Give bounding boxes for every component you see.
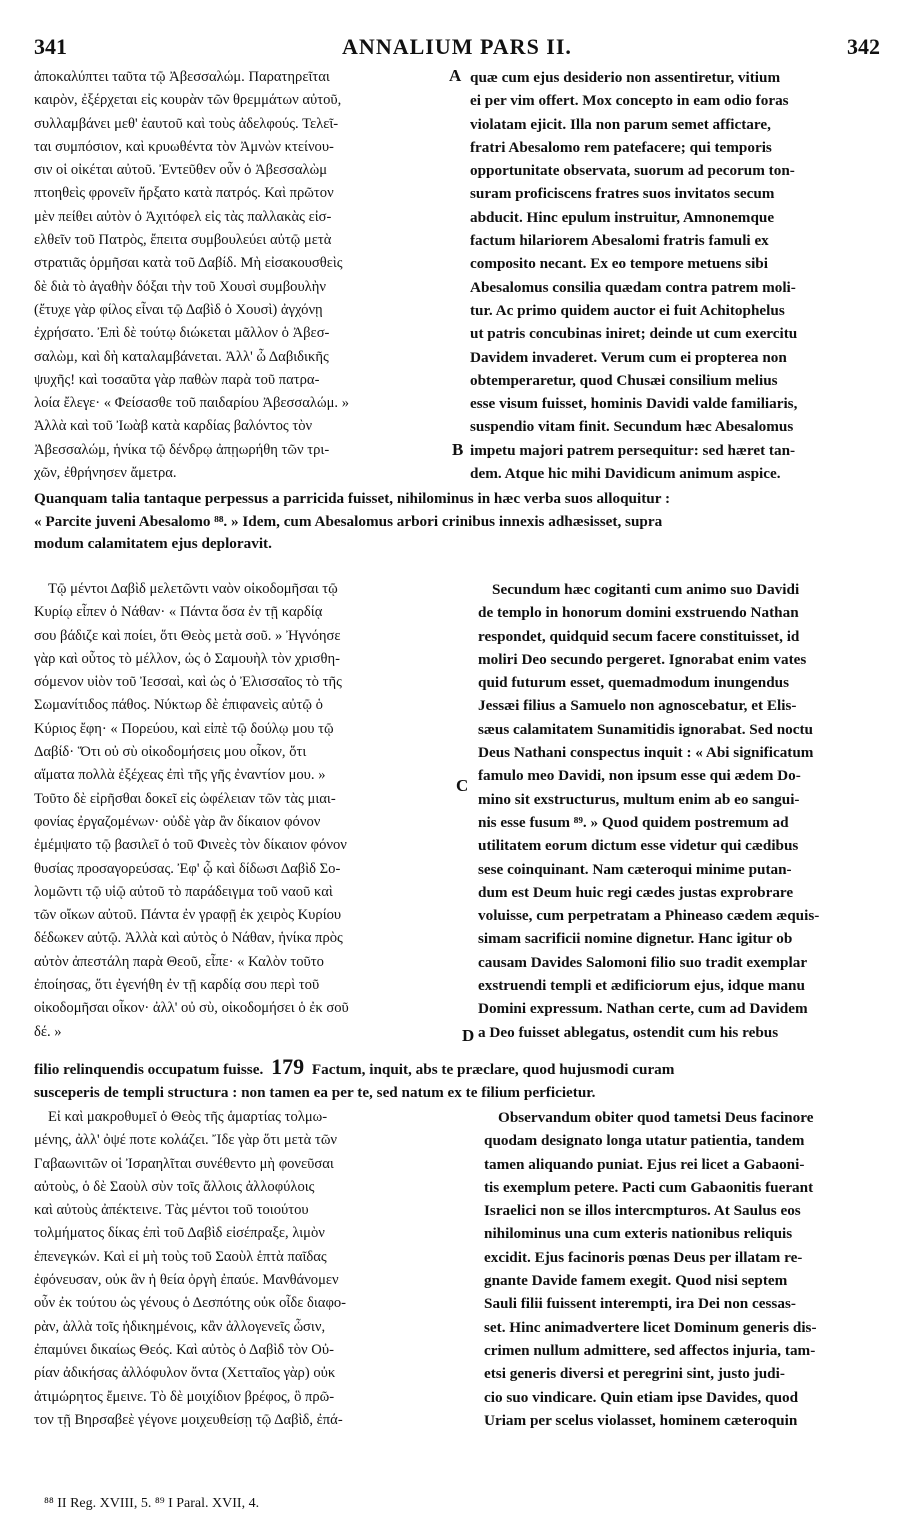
text-line: ται συμπόσιον, καὶ κρυωθέντα τὸν Ἀμνὼν κτείνου-	[34, 138, 334, 155]
text-line: respondet, quidquid secum facere constituisset, id	[478, 627, 800, 645]
text-line: de templo in honorum domini exstruendo Nathan	[478, 604, 799, 622]
text-line: excidit. Ejus facinoris pœnas Deus per illatam re-	[484, 1248, 803, 1266]
text-line: mino sit exstructurus, multum enim ab eo sangui-	[478, 790, 800, 808]
text-line: nis esse fusum ⁸⁹. » Quod quidem postremum ad	[478, 813, 789, 831]
text-line: ψυχῆς! καὶ τοσαῦτα γὰρ παθὼν παρὰ τοῦ πατρα-	[34, 371, 320, 388]
text-line: obtemperaretur, quod Chusæi consilium melius	[470, 371, 778, 389]
text-line: καιρὸν, ἐξέρχεται εἰς κουρὰν τῶν θρεμμάτων αὐτοῦ,	[34, 92, 342, 109]
full-width-paragraph-1	[34, 488, 880, 556]
text-line: λοία ἔλεγε· « Φείσασθε τοῦ παιδαρίου Ἀβεσσαλώμ. »	[34, 395, 350, 412]
text-line: utilitatem eorum dictum esse videtur qui cædibus	[478, 837, 799, 855]
text-line: Κύριος ἔφη· « Πορεύου, καὶ εἰπὲ τῷ δούλῳ μου τῷ	[34, 720, 334, 737]
greek-column-block-3	[34, 1106, 454, 1432]
greek-column-block-2	[34, 578, 452, 1044]
text-line: Domini expressum. Nathan certe, cum ad Davidem	[478, 1000, 808, 1018]
text-line: sæus calamitatem Sunamitidis ignorabat. Sed noctu	[478, 720, 814, 738]
text-line: fratri Abesalomo rem patefacere; qui temporis	[470, 138, 772, 156]
text-line: moliri Deo secundo pergeret. Ignorabat enim vates	[478, 650, 807, 668]
text-line: τολμήματος δίκας ἐπὶ τοῦ Δαβὶδ εἰσέπραξε, λιμὸν	[34, 1225, 325, 1242]
text-line: ei per vim offert. Mox concepto in eam odio foras	[470, 92, 789, 110]
text-line: σόμενον υἱὸν τοῦ Ἰεσσαὶ, καὶ ὡς ὁ Ἐλισσαῖος τὸ τῆς	[34, 674, 342, 691]
text-line: quid futurum esset, quemadmodum inungendus	[478, 674, 790, 692]
text-line: ἐπαμύνει δικαίως Θεός. Καὶ αὐτὸς ὁ Δαβὶδ τὸν Οὐ-	[34, 1341, 334, 1358]
text-line: dum est Deum huic regi cædes justas exprobrare	[478, 883, 794, 901]
text-line: Uriam per scelus violasset, hominem cæteroquin	[484, 1411, 798, 1429]
text-line: Ἀλλὰ καὶ τοῦ Ἰωὰβ κατὰ καρδίας βαλόντος τὸν	[34, 418, 313, 435]
text-line: λομῶντι τῷ υἱῷ αὐτοῦ τὸ παράδειγμα τοῦ ναοῦ καὶ	[34, 883, 333, 900]
margin-letter-c: C	[456, 776, 469, 795]
text-line: voluisse, cum perpetratam a Phineaso cædem æquis-	[478, 907, 820, 925]
full-width-text: filio relinquendis occupatum fuisse.	[34, 1061, 264, 1078]
text-line: Σωμανίτιδος πάθος. Νύκτωρ δὲ ἐπιφανεὶς αὐτῷ ὁ	[34, 697, 323, 714]
text-line: « Parcite juveni Abesalomo ⁸⁸. » Idem, cum Abesalomus arbori crinibus innexis adhæsisset, supra	[34, 512, 663, 530]
text-line: Davidem invaderet. Verum cum ei propterea non	[470, 348, 787, 366]
text-line: crimen nullum admittere, sed affectos injuria, tam-	[484, 1341, 816, 1359]
text-line: Εἰ καὶ μακροθυμεῖ ὁ Θεὸς τῆς ἁμαρτίας τολμω-	[48, 1109, 328, 1125]
text-line: ἐχρήσατο. Ἐπὶ δὲ τούτῳ διώκεται μᾶλλον ὁ Ἀβεσ-	[34, 325, 330, 342]
text-line: esse visum fuisset, hominis Davidi valde familiaris,	[470, 395, 798, 413]
section-number: 179	[271, 1056, 305, 1079]
text-line: suspendio vitam finit. Secundum hæc Abesalomus	[470, 418, 794, 436]
text-line: Israelici non se illos intercmpturos. At Saulus eos	[484, 1202, 801, 1220]
text-line: ἐφόνευσαν, οὐκ ἂν ἡ θεία ὀργὴ ἐπαύε. Μανθάνομεν	[34, 1272, 339, 1289]
text-line: violatam ejicit. Illa non parum semet affictare,	[470, 115, 771, 133]
latin-column-block-3	[484, 1106, 880, 1432]
text-line: αὐτὸν ἀπεστάλη παρὰ Θεοῦ, εἶπε· « Καλὸν τοῦτο	[34, 953, 324, 970]
text-line: set. Hinc animadvertere licet Dominum generis dis-	[484, 1318, 817, 1336]
text-line: quæ cum ejus desiderio non assentiretur, vitium	[470, 69, 781, 86]
margin-letter-d: D	[462, 1026, 475, 1045]
text-line: αὐτοὺς, ὁ δὲ Σαοὺλ σὺν τοῖς ἄλλοις ἀλλοφύλοις	[34, 1178, 315, 1195]
page-number-left: 341	[34, 34, 67, 59]
text-line: τον τῇ Βηρσαβεὲ γέγονε μοιχευθείσῃ τῷ Δαβὶδ, ἐπά-	[34, 1411, 343, 1428]
text-line: θυσίας προσαγορεύσας. Ἐφ' ᾧ καὶ δίδωσι Δαβὶδ Σο-	[34, 860, 341, 877]
margin-letter-a: A	[449, 66, 462, 85]
page-number-right: 342	[847, 34, 880, 59]
text-line: δέδωκεν αὐτῷ. Ἀλλὰ καὶ αὐτὸς ὁ Νάθαν, ἡνίκα πρὸς	[34, 930, 343, 947]
running-header	[34, 34, 880, 60]
latin-column-block-2	[478, 578, 880, 1044]
text-line: gnante Davide famem exegit. Quod nisi septem	[484, 1272, 788, 1290]
text-line: opportunitate observata, suorum ad pecorum ton-	[470, 162, 795, 180]
text-line: causam Davides Salomoni filio suo tradit exemplar	[478, 953, 808, 971]
text-line: quodam designato longa utatur patientia, tandem	[484, 1132, 805, 1150]
full-width-text: Factum, inquit, abs te præclare, quod hujusmodi curam	[311, 1061, 675, 1078]
text-line: φονίας ἐργαζομένων· οὐδὲ γὰρ ἂν δίκαιον φόνον	[34, 813, 321, 830]
text-line: exstruendi templi et ædificiorum ejus, idque manu	[478, 977, 805, 995]
text-line: Abesalomus consilia quædam contra patrem moli-	[470, 278, 796, 296]
text-line: οὖν ἐκ τούτου ὡς γένους ὁ Δεσπότης οὐκ οἶδε διαφο-	[34, 1295, 347, 1312]
text-line: Γαβαωνιτῶν οἱ Ἰσραηλῖται συνέθεντο μὴ φονεῦσαι	[34, 1155, 334, 1172]
text-line: δέ. »	[34, 1023, 62, 1040]
text-line: σαλὼμ, καὶ δὴ καταλαμβάνεται. Ἀλλ' ὦ Δαβιδικῆς	[34, 348, 329, 365]
text-line: καὶ αὐτοὺς ἀπέκτεινε. Τὰς μέντοι τοῦ τοιούτου	[34, 1202, 309, 1219]
text-line: suram proficiscens fratres suos invitatos secum	[470, 185, 775, 203]
text-line: Τοῦτο δὲ εἰρῆσθαι δοκεῖ εἰς ὠφέλειαν τῶν τὰς μιαι-	[34, 790, 336, 807]
text-line: Τῷ μέντοι Δαβὶδ μελετῶντι ναὸν οἰκοδομῆσαι τῷ	[48, 581, 338, 597]
text-line: Sauli filii fuissent interempti, ira Dei non cessas-	[484, 1295, 796, 1313]
text-line: Jessæi filius a Samuelo non agnoscebatur, et Elis-	[478, 697, 797, 715]
text-line: σου βάδιζε καὶ ποίει, ὅτι Θεὸς μετὰ σοῦ. » Ἠγνόησε	[34, 627, 341, 644]
text-line: Ἀβεσσαλώμ, ἡνίκα τῷ δένδρῳ ἀπῃωρήθη τῶν τρι-	[34, 441, 330, 458]
text-line: δὲ διὰ τὸ ἀγαθὴν δόξαι τὴν τοῦ Χουσὶ συμβουλὴν	[34, 278, 326, 295]
text-line: ἐμέμψατο τῷ βασιλεῖ ὁ τοῦ Φινεὲς τὸν δίκαιον φόνον	[34, 837, 347, 854]
text-line: tur. Ac primo quidem auctor ei fuit Achitophelus	[470, 301, 785, 319]
running-title: ANNALIUM PARS II.	[342, 34, 572, 59]
text-line: simam sacrificii nomine dignetur. Hanc igitur ob	[478, 930, 793, 948]
full-width-line: susceperis de templi structura : non tamen ea per te, sed natum ex te filium perficietur.	[34, 1083, 596, 1101]
text-line: factum hilariorem Abesalomi fratris famuli ex	[470, 232, 769, 250]
text-line: Deus Nathani conspectus inquit : « Abi significatum	[478, 744, 814, 762]
text-line: Quanquam talia tantaque perpessus a parricida fuisset, nihilominus in hæc verba suos alloquitur :	[34, 490, 671, 507]
text-line: impetu majori patrem persequitur: sed hæret tan-	[470, 441, 796, 459]
text-line: etsi generis diversi et peregrini sint, justo judi-	[484, 1365, 785, 1383]
text-line: tis exemplum petere. Pacti cum Gabaonitis fuerant	[484, 1178, 814, 1196]
text-line: nihilominus una cum exteris nationibus reliquis	[484, 1225, 793, 1243]
text-line: μένης, ἀλλ' ὀψέ ποτε κολάζει. Ἴδε γὰρ ὅτι μετὰ τῶν	[34, 1132, 338, 1149]
text-line: ut patris concubinas iniret; deinde ut cum exercitu	[470, 325, 798, 343]
text-line: αἵματα πολλὰ ἐξέχεας ἐπὶ τῆς γῆς ἐναντίον μου. »	[34, 767, 326, 784]
text-line: στρατιᾶς ὁρμῆσαι κατὰ τοῦ Δαβίδ. Μὴ εἰσακουσθεὶς	[34, 255, 343, 272]
text-line: ρίαν ἀδικήσας ἀλλόφυλον ὄντα (Χετταῖος γὰρ) οὐκ	[34, 1365, 336, 1382]
text-line: ελθεῖν τοῦ Πατρὸς, ἔπειτα συμβουλεύει αὐτῷ μετὰ	[34, 232, 332, 249]
text-line: γὰρ καὶ οὗτος τὸ μέλλον, ὡς ὁ Σαμουὴλ τὸν χρισθη-	[34, 650, 340, 667]
text-line: χῶν, ἐθρήνησεν ἄμετρα.	[34, 465, 177, 482]
text-line: ἀποκαλύπτει ταῦτα τῷ Ἀβεσσαλώμ. Παρατηρεῖται	[34, 69, 330, 85]
full-width-paragraph-2	[34, 1056, 880, 1104]
text-line: sese coinquinant. Nam cæteroqui minime putan-	[478, 860, 792, 878]
greek-column-block-1	[34, 66, 444, 485]
text-line: ἐποίησας, ὅτι ἐγενήθη ἐν τῇ καρδίᾳ σου περὶ τοῦ	[34, 977, 320, 994]
text-line: composito necant. Ex eo tempore metuens sibi	[470, 255, 768, 273]
text-line: Δαβίδ· Ὅτι οὐ σὺ οἰκοδομήσεις μου οἶκον, ὅτι	[34, 744, 307, 761]
text-line: μὲν πείθει αὐτὸν ὁ Ἀχιτόφελ εἰς τὰς παλλακὰς εἰσ-	[34, 208, 332, 225]
text-line: πτοηθεὶς φρονεῖν ἤρξατο κατὰ πατρός. Καὶ πρῶτον	[34, 185, 334, 202]
text-line: cio suo vindicare. Quin etiam ipse Davides, quod	[484, 1388, 799, 1406]
text-line: Κυρίῳ εἶπεν ὁ Νάθαν· « Πάντα ὅσα ἐν τῇ καρδίᾳ	[34, 604, 323, 621]
margin-letter-b: B	[452, 440, 464, 459]
text-line: tamen aliquando puniat. Ejus rei licet a Gabaoni-	[484, 1155, 805, 1173]
text-line: ἀτιμώρητος ἔμεινε. Τὸ δὲ μοιχίδιον βρέφος, ὃ πρῶ-	[34, 1388, 335, 1405]
text-line: dem. Atque hic mihi Davidicum animum aspice.	[470, 465, 781, 483]
footnote: ⁸⁸ II Reg. XVIII, 5. ⁸⁹ I Paral. XVII, 4.	[44, 1496, 260, 1511]
text-line: ἐπενεγκών. Καὶ εἰ μὴ τοὺς τοῦ Σαοὺλ ἑπτὰ παῖδας	[34, 1248, 327, 1265]
text-line: modum calamitatem ejus deploravit.	[34, 535, 272, 552]
text-line: abducit. Hinc epulum instruitur, Amnonemque	[470, 208, 775, 226]
text-line: famulo meo Davidi, non ipsum esse qui ædem Do-	[478, 767, 801, 785]
text-line: συλλαμβάνει μεθ' ἑαυτοῦ καὶ τοὺς ἀδελφούς. Τελεῖ-	[34, 115, 339, 132]
full-width-line	[34, 1056, 880, 1082]
latin-column-block-1	[470, 66, 880, 485]
text-line: σιν οἱ οἰκέται αὐτοῦ. Ἐντεῦθεν οὖν ὁ Ἀβεσσαλὼμ	[34, 162, 328, 179]
text-line: Secundum hæc cogitanti cum animo suo Davidi	[492, 581, 800, 598]
text-line: οἰκοδομῆσαι οἶκον· ἀλλ' οὐ σὺ, οἰκοδομήσει ὁ ἐκ σοῦ	[34, 1000, 349, 1017]
text-line: a Deo fuisset ablegatus, ostendit cum his rebus	[478, 1023, 779, 1041]
text-line: τῶν οἴκων αὐτοῦ. Πάντα ἐν γραφῇ ἐκ χειρὸς Κυρίου	[34, 907, 342, 924]
text-line: (ἔτυχε γὰρ φίλος εἶναι τῷ Δαβὶδ ὁ Χουσὶ) ἀγχόνῃ	[34, 301, 323, 318]
text-line: Observandum obiter quod tametsi Deus facinore	[498, 1109, 814, 1126]
text-line: ρὰν, ἀλλὰ τοῖς ἠδικημένοις, κἂν ἀλλογενεῖς ὦσιν,	[34, 1318, 326, 1335]
